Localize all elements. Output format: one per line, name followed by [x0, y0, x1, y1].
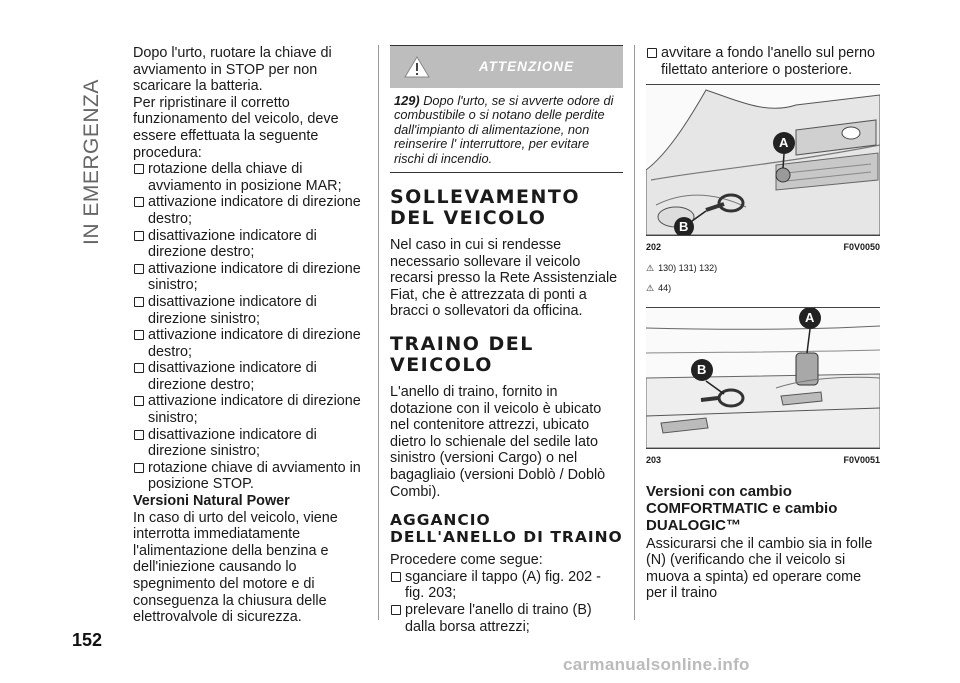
- list-item: attivazione indicatore di direzione sinistro;: [133, 261, 369, 294]
- procedure-list: [133, 161, 369, 493]
- list-item: attivazione indicatore di direzione destro;: [133, 194, 369, 227]
- column-1: [133, 45, 369, 626]
- warning-body: [390, 88, 623, 172]
- dualogic-text: Assicurarsi che il cambio sia in folle (N) (verificando che il veicolo si muova a spinta) ed operare come per il traino: [646, 535, 873, 602]
- rear-tow-illustration: [646, 308, 880, 448]
- label-a: A: [805, 309, 815, 325]
- hook-heading: AGGANCIO DELL'ANELLO DI TRAINO: [390, 511, 623, 547]
- figure-203: [646, 307, 880, 449]
- warning-refs-text: 130) 131) 132): [658, 262, 718, 273]
- figure-code: F0V0051: [843, 454, 880, 465]
- warning-ref-icon: ⚠: [646, 262, 655, 273]
- list-item: attivazione indicatore di direzione sinistro;: [133, 393, 369, 426]
- list-item: rotazione chiave di avviamento in posizione STOP.: [133, 460, 369, 493]
- label-b: B: [679, 219, 689, 235]
- column-2: [390, 45, 623, 635]
- figure-203-caption: [646, 452, 880, 469]
- lifting-text: Nel caso in cui si rendesse necessario sollevare il veicolo recarsi presso la Rete Assistenziale Fiat, che è attrezzata di ponti a bracci o sollevatori da officina.: [390, 237, 618, 320]
- list-item: avvitare a fondo l'anello sul perno filettato anteriore o posteriore.: [646, 45, 880, 78]
- caution-refs: [646, 280, 880, 297]
- figure-number: 202: [646, 242, 662, 253]
- list-item: disattivazione indicatore di direzione sinistro;: [133, 294, 369, 327]
- column-divider: [378, 45, 379, 620]
- front-tow-illustration: [646, 85, 880, 235]
- figure-202-caption: [646, 239, 880, 256]
- column-divider: [634, 45, 635, 620]
- hook-intro: Procedere come segue:: [390, 552, 543, 569]
- lifting-heading: SOLLEVAMENTO DEL VEICOLO: [390, 186, 581, 230]
- intro-text: Dopo l'urto, ruotare la chiave di avviamento in STOP per non scaricare la batteria.: [133, 45, 332, 95]
- page-number: 152: [72, 630, 103, 650]
- natural-power-text: In caso di urto del veicolo, viene interrotta immediatamente l'alimentazione della benzina e dell'iniezione causando lo spegnimento del motore e di conseguenza la chiusura delle elettrovalvole di sicurezza.: [133, 509, 338, 626]
- warning-text: Dopo l'urto, se si avverte odore di combustibile o si notano delle perdite dall'impianto di alimentazione, non reinserire l' interruttore, per evitare rischi di incendio.: [394, 93, 614, 166]
- intro-text-2: Per ripristinare il corretto funzionamento del veicolo, deve essere effettuata la seguente procedura:: [133, 94, 339, 161]
- caution-refs-text: 44): [658, 283, 672, 294]
- list-item: rotazione della chiave di avviamento in posizione MAR;: [133, 161, 369, 194]
- list-item: prelevare l'anello di traino (B) dalla borsa attrezzi;: [390, 602, 623, 635]
- section-tab-label: IN EMERGENZA: [80, 79, 103, 245]
- dualogic-heading: Versioni con cambio COMFORTMATIC e cambio DUALOGIC™: [646, 482, 838, 534]
- list-item: disattivazione indicatore di direzione sinistro;: [133, 427, 369, 460]
- towing-heading: TRAINO DEL VEICOLO: [390, 333, 534, 376]
- list-item: disattivazione indicatore di direzione destro;: [133, 360, 369, 393]
- warning-refs: [646, 260, 880, 277]
- warning-header: [390, 46, 623, 88]
- figure-code: F0V0050: [843, 242, 880, 253]
- towing-text: L'anello di traino, fornito in dotazione con il veicolo è ubicato nel contenitore attrezzi, ubicato dietro lo schienale del sedile lato sinistro (versioni Cargo) o nel bagagliaio (versioni Doblò / Doblò Combi).: [390, 384, 606, 500]
- section-tab: [80, 45, 104, 245]
- warning-number: 129): [394, 93, 420, 108]
- natural-power-heading: Versioni Natural Power: [133, 493, 290, 510]
- warning-box: [390, 45, 623, 173]
- label-b: B: [697, 361, 707, 377]
- figure-202: [646, 84, 880, 236]
- caution-ref-icon: ⚠: [646, 283, 655, 294]
- list-item: attivazione indicatore di direzione destro;: [133, 327, 369, 360]
- label-a: A: [779, 135, 789, 151]
- warning-title: ATTENZIONE: [478, 59, 575, 74]
- figure-number: 203: [646, 454, 662, 465]
- list-item: disattivazione indicatore di direzione destro;: [133, 228, 369, 261]
- column-3: [646, 45, 880, 602]
- list-item: sganciare il tappo (A) fig. 202 - fig. 203;: [390, 569, 623, 602]
- watermark: carmanualsonline.info: [563, 655, 750, 674]
